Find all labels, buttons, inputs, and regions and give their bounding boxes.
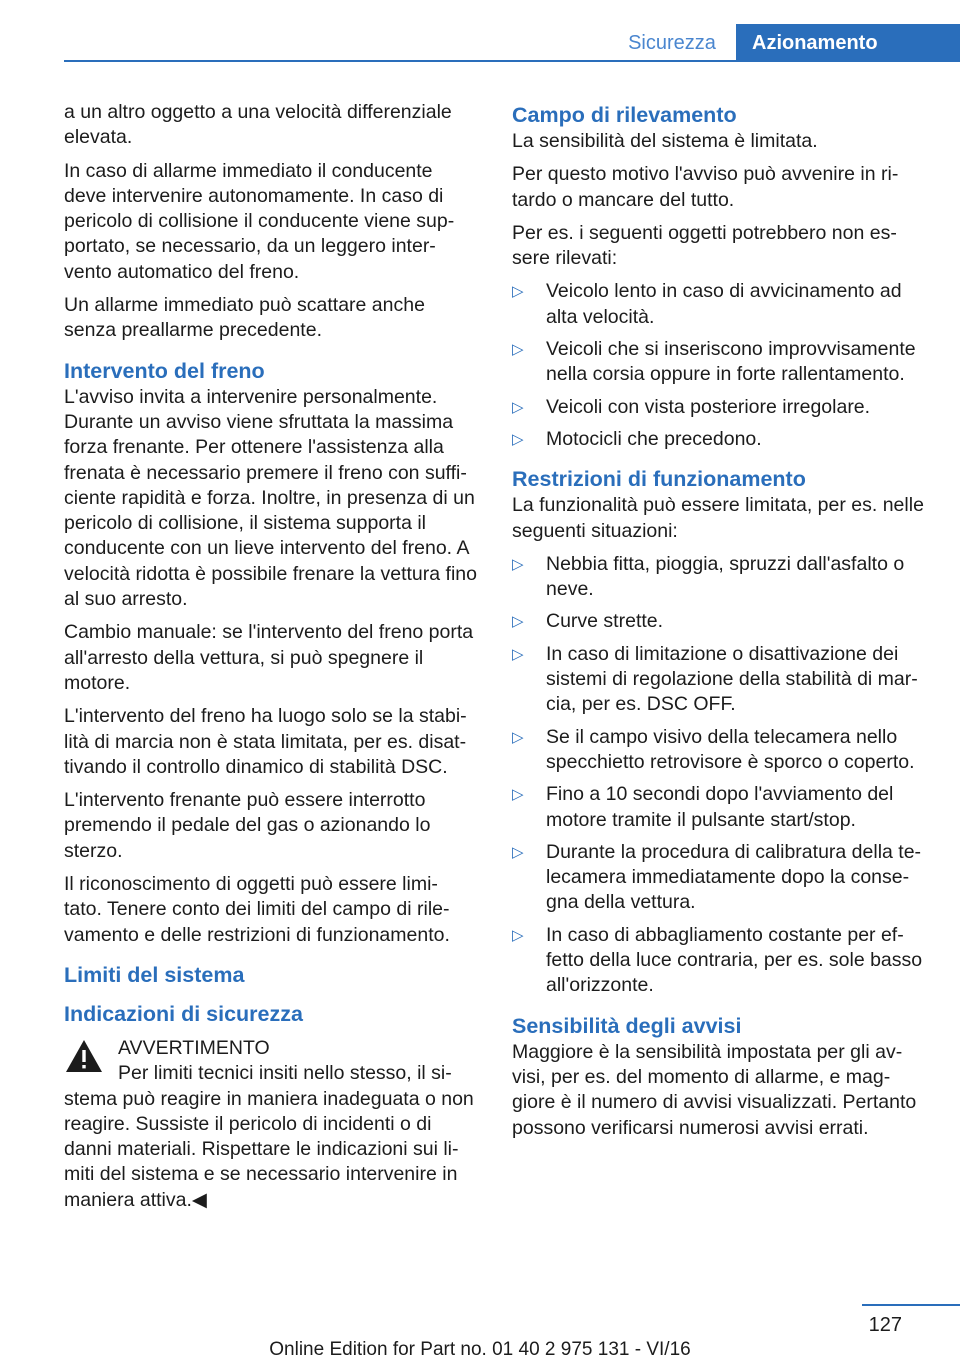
paragraph: La funzionalità può essere limitata, per es. nelle seguenti situazioni: [512,494,924,542]
paragraph: L'intervento del freno ha luogo solo se la stabi‐ lità di marcia non è stata limitata, per es. disat‐ tivando il controllo dinamico di stabilità DSC. [64,705,467,778]
list-item: ▷ Fino a 10 secondi dopo l'avviamento del motore tramite il pulsante start/stop. [512,783,894,831]
warning-title: AVVERTIMENTO [118,1036,270,1059]
bullet-triangle-icon: ▷ [512,786,524,804]
heading-limiti-sistema: Limiti del sistema [64,962,245,987]
bullet-triangle-icon: ▷ [512,398,524,416]
bullet-triangle-icon: ▷ [512,926,524,944]
warning-text-first-line: Per limiti tecnici insiti nello stesso, il si‐ [118,1062,452,1085]
heading-indicazioni-sicurezza: Indicazioni di sicurezza [64,1001,303,1026]
header-active-tab: Azionamento [736,24,960,62]
paragraph: L'avviso invita a intervenire personalmente. Durante un avviso viene sfruttata la massima forza frenante. Per ottenere l'assistenza alla frenata è necessario premere il freno con suffi‐ ciente rapidità e forza. Inoltre, in presenza di un pericolo di collisione, il sistema supporta il conducente con un lieve intervento del freno. A velocità ridotta è possibile frenare la vettura fino al suo arresto. [64,385,477,611]
header-rule [64,60,960,62]
bullet-triangle-icon: ▷ [512,555,524,573]
list-item: ▷ Motocicli che precedono. [512,427,762,450]
paragraph: L'intervento frenante può essere interrotto premendo il pedale del gas o azionando lo sterzo. [64,789,431,862]
undetected-objects-list [512,279,928,452]
paragraph: Per es. i seguenti oggetti potrebbero non es‐ sere rilevati: [512,221,897,270]
bullet-triangle-icon: ▷ [512,728,524,746]
list-item: ▷ Veicoli con vista posteriore irregolare. [512,395,871,418]
header-section-tab: Sicurezza [628,32,716,54]
list-item: ▷ Durante la procedura di calibratura della te‐ lecamera immediatamente dopo la conse‐ gna della vettura. [512,840,922,914]
paragraph: Per questo motivo l'avviso può avvenire in ri‐ tardo o mancare del tutto. [512,163,899,211]
bullet-triangle-icon: ▷ [512,645,524,663]
paragraph: a un altro oggetto a una velocità differenziale elevata. [64,101,452,149]
warning-triangle-icon [64,1038,104,1074]
warning-text: stema può reagire in maniera inadeguata o non reagire. Sussiste il pericolo di incidenti o di danni materiali. Rispettare le indicazioni sui li‐ miti del sistema e se necessario intervenire in maniera attiva.◀ [64,1087,474,1211]
bullet-triangle-icon: ▷ [512,341,524,359]
bullet-triangle-icon: ▷ [512,283,524,301]
heading-intervento-freno: Intervento del freno [64,358,265,383]
heading-restrizioni-funzionamento: Restrizioni di funzionamento [512,467,806,492]
heading-sensibilita-avvisi: Sensibilità degli avvisi [512,1013,742,1038]
list-item: ▷ Se il campo visivo della telecamera nello specchietto retrovisore è sporco o coperto. [512,725,915,773]
bullet-triangle-icon: ▷ [512,430,524,448]
paragraph: In caso di allarme immediato il conducente deve intervenire autonomamente. In caso di pericolo di collisione il conducente viene sup‐ portato, se necessario, da un leggero inter‐ vento automatico del freno. [64,159,455,283]
warning-box [64,1036,480,1213]
left-column [64,100,480,1213]
paragraph: La sensibilità del sistema è limitata. [512,130,818,152]
bullet-triangle-icon: ▷ [512,613,524,631]
paragraph: Un allarme immediato può scattare anche senza preallarme precedente. [64,294,425,342]
list-item: ▷ In caso di abbagliamento costante per ef‐ fetto della luce contraria, per es. sole basso all'orizzonte. [512,923,923,997]
restrictions-list [512,552,928,999]
paragraph: Maggiore è la sensibilità impostata per gli av‐ visi, per es. del momento di allarme, e mag‐ giore è il numero di avvisi visualizzati. Pertanto possono verificarsi numerosi avvisi errati. [512,1040,917,1139]
heading-campo-rilevamento: Campo di rilevamento [512,103,737,127]
list-item: ▷ Nebbia fitta, pioggia, spruzzi dall'asfalto o neve. [512,552,905,601]
paragraph: Il riconoscimento di oggetti può essere limi‐ tato. Tenere conto dei limiti del campo di rile‐ vamento e delle restrizioni di funzionamento. [64,873,450,946]
right-column [512,100,928,1149]
edition-footer: Online Edition for Part no. 01 40 2 975 131 - VI/16 [269,1339,691,1360]
list-item: ▷ Curve strette. [512,610,664,633]
list-item: ▷ In caso di limitazione o disattivazione dei sistemi di regolazione della stabilità di mar‐ cia, per es. DSC OFF. [512,642,918,716]
footer-rule [862,1304,960,1306]
paragraph: Cambio manuale: se l'intervento del freno porta all'arresto della vettura, si può spegnere il motore. [64,621,474,694]
list-item: ▷ Veicoli che si inseriscono improvvisamente nella corsia oppure in forte rallentamento. [512,338,916,386]
bullet-triangle-icon: ▷ [512,843,524,861]
list-item: ▷ Veicolo lento in caso di avvicinamento ad alta velocità. [512,280,902,328]
page-number: 127 [868,1314,902,1336]
